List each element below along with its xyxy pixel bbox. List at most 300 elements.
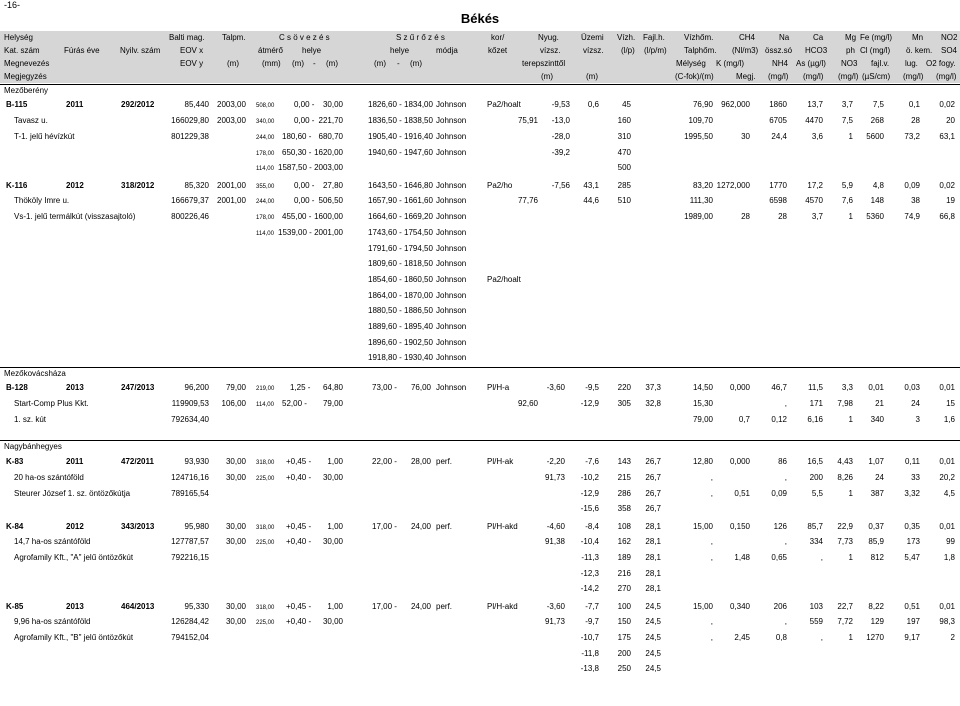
table-cell: 1,6 [943, 415, 955, 424]
table-cell: 95,330 [184, 602, 209, 611]
table-cell: 387 [870, 489, 884, 498]
table-cell: 127787,57 [171, 537, 209, 546]
table-cell: , [710, 537, 713, 546]
table-cell: 5,5 [811, 489, 823, 498]
table-cell: 318,00 [256, 460, 275, 466]
table-cell: 3,6 [811, 132, 823, 141]
table-cell: 0,1 [908, 100, 920, 109]
table-cell: 225,00 [256, 620, 275, 626]
table-cell: , [784, 537, 787, 546]
header-row-3 [0, 57, 960, 70]
table-cell: -8,4 [585, 522, 599, 531]
table-cell: 285 [617, 181, 631, 190]
table-cell: 1643,50 - 1646,80 [368, 181, 433, 190]
table-cell: 83,20 [692, 181, 713, 190]
table-cell: 114,00 [256, 231, 274, 237]
table-cell: 2,45 [734, 633, 750, 642]
table-cell: 650,30 - [282, 148, 312, 157]
table-cell: 126284,42 [171, 617, 209, 626]
table-cell: 103 [809, 602, 823, 611]
table-cell: 79,00 [692, 415, 713, 424]
table-cell: 7,5 [872, 100, 884, 109]
table-cell: 0,51 [904, 602, 920, 611]
table-cell: 28,00 [410, 457, 431, 466]
table-cell: 22,9 [837, 522, 853, 531]
table-cell: 0,03 [904, 383, 920, 392]
table-cell: Johnson [436, 322, 467, 331]
table-cell: 22,00 - [372, 457, 397, 466]
table-cell: -3,60 [546, 602, 565, 611]
table-cell: 0,6 [587, 100, 599, 109]
table-cell: -28,0 [551, 132, 570, 141]
table-cell: 16,5 [807, 457, 823, 466]
table-cell: 4,8 [872, 181, 884, 190]
table-cell: 178,00 [256, 151, 275, 157]
table-cell: Johnson [436, 291, 467, 300]
table-cell: 2011 [66, 100, 84, 109]
table-cell: , [710, 473, 713, 482]
table-cell: 4570 [805, 196, 823, 205]
table-cell: 24 [875, 473, 884, 482]
table-cell: 1,07 [868, 457, 884, 466]
hdr-vizsz-2: vízsz. [583, 46, 604, 55]
table-cell: 343/2013 [121, 522, 155, 531]
hdr-no2: NO2 [941, 33, 958, 42]
table-cell: 1,00 [327, 522, 343, 531]
table-cell: Johnson [436, 244, 467, 253]
table-cell: 0,000 [729, 383, 750, 392]
table-cell: 178,00 [256, 215, 275, 221]
hdr-csovezes: C s ö v e z é s [279, 33, 330, 42]
table-cell: Pl/H-ak [487, 457, 514, 466]
table-cell: 173 [906, 537, 920, 546]
table-cell: 92,60 [517, 399, 538, 408]
table-cell: 305 [617, 399, 631, 408]
table-cell: 24,00 [410, 602, 431, 611]
hdr-vizh: Vízh. [617, 33, 636, 42]
table-cell: 4,43 [837, 457, 853, 466]
table-cell: 30,00 [225, 537, 246, 546]
table-cell: 162 [617, 537, 631, 546]
table-cell: 6598 [769, 196, 787, 205]
table-cell: Johnson [436, 116, 467, 125]
table-cell: 15,00 [692, 602, 713, 611]
table-cell: 292/2012 [121, 100, 155, 109]
table-cell: 247/2013 [121, 383, 155, 392]
table-cell: 3 [915, 415, 920, 424]
table-cell: 28,1 [645, 522, 661, 531]
table-cell: Tavasz u. [14, 116, 48, 125]
table-cell: 33 [911, 473, 920, 482]
table-cell: 0,00 - [294, 181, 315, 190]
table-cell: -10,4 [580, 537, 599, 546]
table-cell: Johnson [436, 148, 467, 157]
table-cell: , [710, 633, 713, 642]
table-cell: -12,3 [580, 569, 599, 578]
table-cell: 1809,60 - 1818,50 [368, 259, 433, 268]
table-cell: 24,00 [410, 522, 431, 531]
table-cell: 74,9 [904, 212, 920, 221]
table-cell: 22,7 [837, 602, 853, 611]
table-cell: +0,45 - [286, 522, 312, 531]
hdr-melyseg: Mélység [676, 59, 706, 68]
table-cell: 12,80 [692, 457, 713, 466]
table-cell: 79,00 [225, 383, 246, 392]
hdr-eov-x: EOV x [180, 46, 204, 55]
table-cell: , [784, 399, 787, 408]
table-cell: 7,6 [841, 196, 853, 205]
table-cell: 5,9 [841, 181, 853, 190]
hdr-eov-y: EOV y [180, 59, 204, 68]
table-cell: K-84 [6, 522, 24, 531]
table-cell: 38 [911, 196, 920, 205]
hdr-szurozes: S z ű r ő z é s [396, 33, 445, 42]
table-cell: 7,72 [837, 617, 853, 626]
table-cell: 200 [617, 649, 631, 658]
table-cell: 15,00 [692, 522, 713, 531]
table-cell: Pl/H-akd [487, 522, 518, 531]
table-cell: 24,4 [771, 132, 787, 141]
table-cell: 1860 [769, 100, 787, 109]
table-cell: 45 [622, 100, 631, 109]
table-cell: 96,200 [184, 383, 209, 392]
table-cell: 76,90 [692, 100, 713, 109]
table-cell: -9,5 [585, 383, 599, 392]
table-cell: -3,60 [546, 383, 565, 392]
table-cell: 91,73 [544, 473, 565, 482]
table-cell: 0,00 - [294, 100, 315, 109]
table-cell: 0,00 - [294, 196, 315, 205]
table-cell: -11,8 [581, 649, 599, 658]
table-cell: Johnson [436, 275, 467, 284]
table-cell: -14,2 [580, 584, 599, 593]
table-cell: 318/2012 [121, 181, 155, 190]
table-cell: 119909,53 [171, 399, 209, 408]
section-title: Mezőkovácsháza [4, 369, 66, 378]
table-cell: 17,00 - [372, 602, 397, 611]
table-cell: 7,5 [841, 116, 853, 125]
hdr-mn: Mn [912, 33, 924, 42]
table-cell: 206 [773, 602, 787, 611]
table-cell: 24 [911, 399, 920, 408]
hdr-helye-1: helye [302, 46, 322, 55]
table-cell: 1657,90 - 1661,60 [368, 196, 433, 205]
table-cell: 126 [773, 522, 787, 531]
table-cell: 43,1 [583, 181, 599, 190]
hdr-ossz-so: össz.só [765, 46, 793, 55]
table-cell: 244,00 [256, 135, 275, 141]
table-cell: 270 [617, 584, 631, 593]
table-cell: +0,45 - [286, 457, 312, 466]
table-cell: 14,50 [692, 383, 713, 392]
table-cell: 1,48 [734, 553, 750, 562]
table-cell: 2011 [66, 457, 84, 466]
table-cell: 472/2011 [121, 457, 154, 466]
table-cell: -10,2 [580, 473, 599, 482]
table-cell: 1836,50 - 1838,50 [368, 116, 433, 125]
table-cell: 250 [617, 664, 631, 673]
table-cell: 27,80 [322, 181, 343, 190]
table-cell: -12,9 [580, 399, 599, 408]
hdr-vizsz-1: vízsz. [540, 46, 561, 55]
hdr-mgl-5: (mg/l) [936, 72, 957, 81]
table-cell: -4,60 [546, 522, 565, 531]
table-cell: 11,5 [808, 383, 823, 392]
table-cell: 962,000 [721, 100, 750, 109]
table-cell: 30,00 [225, 473, 246, 482]
hdr-m-3: (m) [326, 59, 338, 68]
table-cell: 24,5 [645, 602, 661, 611]
table-cell: 175 [617, 633, 631, 642]
table-cell: 0,00 - [294, 116, 315, 125]
table-cell: 1664,60 - 1669,20 [368, 212, 433, 221]
table-cell: 8,26 [837, 473, 853, 482]
table-cell: 129 [870, 617, 884, 626]
table-cell: Agrofamily Kft., "B" jelű öntözőkút [14, 633, 134, 642]
table-cell: 30,00 [225, 617, 246, 626]
table-cell: 30 [741, 132, 750, 141]
table-cell: 340,00 [256, 119, 275, 125]
hdr-c-fok: (C-fok)/(m) [675, 72, 714, 81]
table-cell: , [820, 553, 823, 562]
table-cell: 0,09 [904, 181, 920, 190]
hdr-fajlv: fajl.v. [871, 59, 890, 68]
table-cell: Johnson [436, 353, 467, 362]
table-cell: Johnson [436, 338, 467, 347]
table-cell: -7,6 [585, 457, 599, 466]
table-cell: 1889,60 - 1895,40 [368, 322, 433, 331]
hdr-balti-mag: Balti mag. [169, 33, 205, 42]
section-rule [0, 440, 960, 441]
table-cell: 3,32 [904, 489, 920, 498]
table-cell: 4470 [805, 116, 823, 125]
page-number: -16- [4, 0, 21, 10]
table-cell: 143 [617, 457, 631, 466]
table-cell: +0,40 - [286, 537, 312, 546]
table-cell: Pa2/hoalt [487, 100, 521, 109]
table-cell: 2003,00 [217, 116, 246, 125]
table-cell: 106,00 [221, 399, 246, 408]
table-cell: T-1. jelű hévízkút [14, 132, 75, 141]
table-cell: Vs-1. jelű termálkút (visszasajtoló) [14, 212, 136, 221]
table-cell: 358 [617, 504, 631, 513]
table-cell: 0,7 [738, 415, 750, 424]
table-cell: , [784, 473, 787, 482]
table-cell: 114,00 [256, 166, 274, 172]
table-cell: 1905,40 - 1916,40 [368, 132, 433, 141]
hdr-dash-2: - [397, 59, 400, 68]
hdr-talphom: Talphőm. [684, 46, 717, 55]
table-cell: -10,7 [580, 633, 599, 642]
hdr-megjegyzes: Megjegyzés [4, 72, 47, 81]
table-cell: 800226,46 [171, 212, 209, 221]
hdr-as: As (µg/l) [796, 59, 826, 68]
table-cell: Pl/H-akd [487, 602, 518, 611]
table-cell: 73,2 [904, 132, 920, 141]
hdr-talpm: Talpm. [222, 33, 246, 42]
table-cell: 6705 [769, 116, 787, 125]
hdr-furas-eve: Fúrás éve [64, 46, 100, 55]
table-cell: +0,40 - [286, 617, 312, 626]
hdr-m-6: (m) [541, 72, 553, 81]
table-cell: 1854,60 - 1860,50 [368, 275, 433, 284]
table-cell: 99 [946, 537, 955, 546]
table-cell: 2012 [66, 181, 84, 190]
table-cell: 216 [617, 569, 631, 578]
table-cell: Pa2/hoalt [487, 275, 521, 284]
table-cell: 91,73 [544, 617, 565, 626]
table-cell: 28,1 [645, 569, 661, 578]
hdr-dash-1: - [313, 59, 316, 68]
table-cell: 6,16 [807, 415, 823, 424]
table-cell: 26,7 [645, 489, 661, 498]
table-cell: 794152,04 [171, 633, 209, 642]
table-cell: 1539,00 - [278, 228, 312, 237]
table-cell: 79,00 [322, 399, 343, 408]
table-cell: 355,00 [256, 184, 275, 190]
hdr-lp: (l/p) [621, 46, 635, 55]
table-cell: 37,3 [645, 383, 661, 392]
table-cell: 28 [778, 212, 787, 221]
table-cell: 63,1 [939, 132, 955, 141]
table-cell: 1 [848, 132, 853, 141]
table-cell: 86 [778, 457, 787, 466]
hdr-hco3: HCO3 [805, 46, 828, 55]
table-cell: 508,00 [256, 103, 275, 109]
table-cell: 95,980 [184, 522, 209, 531]
table-cell: 7,73 [837, 537, 853, 546]
table-cell: , [710, 489, 713, 498]
table-cell: 26,7 [645, 504, 661, 513]
table-cell: Thököly Imre u. [14, 196, 70, 205]
table-cell: 15,30 [692, 399, 713, 408]
table-cell: -13,8 [580, 664, 599, 673]
table-cell: 286 [617, 489, 631, 498]
table-cell: 318,00 [256, 525, 275, 531]
table-cell: -11,3 [581, 553, 599, 562]
hdr-mg: Mg [845, 33, 857, 42]
table-cell: 114,00 [256, 402, 274, 408]
table-cell: 2012 [66, 522, 84, 531]
hdr-kat-szam: Kat. szám [4, 46, 40, 55]
hdr-m-7: (m) [586, 72, 598, 81]
table-cell: 0,12 [771, 415, 787, 424]
table-cell: K-116 [6, 181, 28, 190]
section-rule [0, 84, 960, 85]
table-cell: 75,91 [517, 116, 538, 125]
hdr-cl: Cl (mg/l) [860, 46, 891, 55]
table-cell: 1272,000 [716, 181, 750, 190]
table-cell: perf. [436, 602, 453, 611]
table-cell: 500 [617, 163, 631, 172]
table-cell: 26,7 [645, 457, 661, 466]
table-cell: 220 [617, 383, 631, 392]
table-cell: B-115 [6, 100, 28, 109]
table-cell: 268 [870, 116, 884, 125]
table-cell: , [820, 633, 823, 642]
table-cell: 91,38 [544, 537, 565, 546]
table-cell: 1989,00 [684, 212, 713, 221]
table-cell: 792634,40 [171, 415, 209, 424]
table-cell: 189 [617, 553, 631, 562]
table-cell: 1. sz. kút [14, 415, 47, 424]
table-cell: 1 [848, 212, 853, 221]
table-cell: Steurer József 1. sz. öntözőkútja [14, 489, 131, 498]
hdr-mgl-2: (mg/l) [803, 72, 824, 81]
table-cell: 221,70 [318, 116, 343, 125]
table-cell: Johnson [436, 306, 467, 315]
table-cell: 0,01 [939, 457, 955, 466]
table-cell: 9,17 [904, 633, 920, 642]
table-cell: 244,00 [256, 199, 275, 205]
hdr-helyseg: Helység [4, 33, 33, 42]
table-cell: 24,5 [645, 664, 661, 673]
table-cell: 30,00 [225, 457, 246, 466]
table-cell: 1,00 [327, 457, 343, 466]
table-cell: 24,5 [645, 633, 661, 642]
table-cell: 1864,00 - 1870,00 [368, 291, 433, 300]
hdr-mgl-1: (mg/l) [768, 72, 789, 81]
page-title: Békés [460, 11, 500, 26]
table-cell: 680,70 [318, 132, 343, 141]
hdr-nyug: Nyug. [538, 33, 559, 42]
table-cell: 1 [848, 489, 853, 498]
table-cell: , [710, 617, 713, 626]
table-cell: +0,40 - [286, 473, 312, 482]
table-cell: 200 [809, 473, 823, 482]
table-cell: -15,6 [580, 504, 599, 513]
table-cell: K-85 [6, 602, 24, 611]
table-cell: 166679,37 [171, 196, 209, 205]
table-cell: 124716,16 [171, 473, 209, 482]
table-cell: 0,01 [939, 522, 955, 531]
table-cell: 464/2013 [121, 602, 155, 611]
table-cell: 801229,38 [171, 132, 209, 141]
table-cell: 0,37 [868, 522, 884, 531]
hdr-ch4: CH4 [739, 33, 756, 42]
table-cell: 20,2 [939, 473, 955, 482]
table-cell: 17,2 [807, 181, 823, 190]
table-cell: 2001,00 [217, 181, 246, 190]
table-cell: 340 [870, 415, 884, 424]
table-cell: 0,35 [904, 522, 920, 531]
table-cell: 44,6 [583, 196, 599, 205]
table-cell: 24,5 [645, 649, 661, 658]
table-cell: 0,09 [771, 489, 787, 498]
table-cell: -9,7 [585, 617, 599, 626]
hdr-fe: Fe (mg/l) [860, 33, 892, 42]
table-cell: 76,00 [410, 383, 431, 392]
table-cell: 3,7 [841, 100, 853, 109]
table-cell: 148 [870, 196, 884, 205]
hdr-fajlh: Fajl.h. [643, 33, 665, 42]
table-cell: 30,00 [322, 100, 343, 109]
table-cell: 1270 [866, 633, 884, 642]
hdr-megnevezes: Megnevezés [4, 59, 50, 68]
table-cell: 1743,60 - 1754,50 [368, 228, 433, 237]
table-cell: 0,11 [905, 457, 920, 466]
table-cell: 98,3 [939, 617, 955, 626]
table-cell: 2013 [66, 602, 84, 611]
table-cell: 1 [848, 415, 853, 424]
table-cell: 2003,00 [217, 100, 246, 109]
table-cell: 510 [617, 196, 631, 205]
table-cell: 1880,50 - 1886,50 [368, 306, 433, 315]
table-cell: 0,02 [939, 181, 955, 190]
hdr-k: K (mg/l) [716, 59, 744, 68]
table-cell: 30,00 [322, 473, 343, 482]
table-cell: 197 [906, 617, 920, 626]
